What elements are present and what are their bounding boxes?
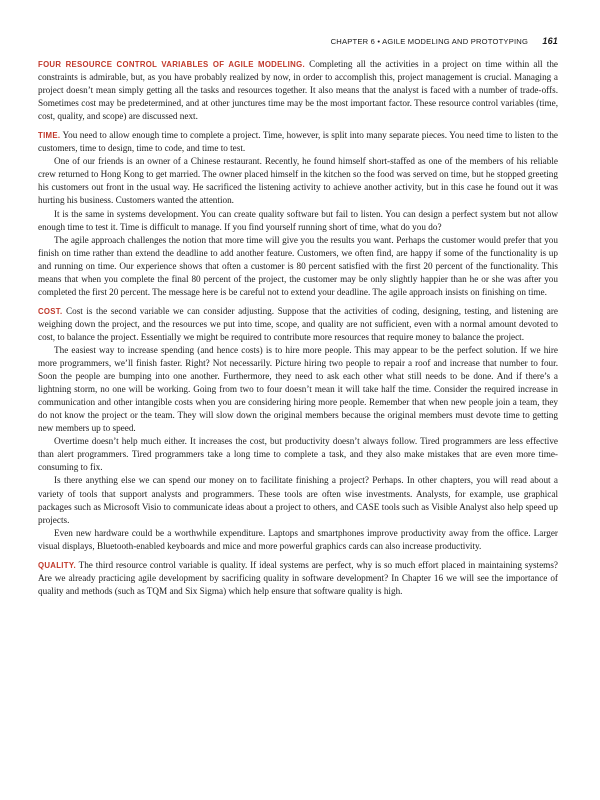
cost-text: Cost is the second variable we can consider adjusting. Suppose that the activities of coding, designing, testing, and listening are weighing down the project, and the resources we put into time, scope, and quality are not sufficient, even with a normal amount devoted to cost, to balance the project. Essentially we might be required to contribute more resources that require money to balance the project. bbox=[38, 305, 559, 342]
intro-paragraph bbox=[38, 58, 558, 123]
cost-p2: Overtime doesn’t help much either. It increases the cost, but productivity doesn’t always follow. Tired programmers are less effective than alert programmers. Tired programmers take a long time to complete a task, and they also make mistakes that are even more time-consuming to fix. bbox=[38, 436, 558, 473]
header-bullet: • bbox=[377, 37, 381, 46]
quality-heading: QUALITY. bbox=[38, 560, 76, 570]
cost-p3: Is there anything else we can spend our money on to facilitate finishing a project? Perhaps. In other chapters, you will read about a variety of tools that support analysts and programmers. These tools are often wise investments. Analysts, for example, use graphical packages such as Microsoft Visio to communicate ideas about a project to others, and CASE tools such as Visible Analyst also help speed up projects. bbox=[38, 475, 558, 525]
time-paragraph bbox=[38, 129, 558, 155]
intro-heading: FOUR RESOURCE CONTROL VARIABLES OF AGILE MODELING. bbox=[38, 60, 305, 69]
time-heading: TIME. bbox=[38, 131, 61, 141]
running-header bbox=[38, 36, 558, 46]
quality-paragraph bbox=[38, 559, 558, 598]
page-body bbox=[38, 58, 558, 598]
cost-paragraph bbox=[38, 305, 558, 344]
quality-text: The third resource control variable is quality. If ideal systems are perfect, why is so much effort placed in maintaining systems? Are we already practicing agile development by sacrificing quality in software development? In Chapter 16 we will see the importance of quality and methods (such as TQM and Six Sigma) which help ensure that software quality is high. bbox=[38, 559, 558, 596]
cost-p4: Even new hardware could be a worthwhile expenditure. Laptops and smartphones improve productivity away from the office. Larger visual displays, Bluetooth-enabled keyboards and mice and more powerful graphics cards can also increase productivity. bbox=[38, 527, 558, 551]
cost-p1: The easiest way to increase spending (and hence costs) is to hire more people. This may appear to be the perfect solution. If we hire more programmers, we’ll finish faster. Right? Not necessarily. Picture hiring two people to repair a roof and increase that number to four. Soon the people are bumping into one another. Furthermore, they need to ask each other what still needs to be done. And if there’s a lightning storm, no one will be working. Going from two to four doesn’t mean it will take half the time. Consider the required increase in communication and other intangible costs when you are considering hiring more people. Remember that when new people join a team, they do not know the project or the team. They will slow down the original members because the original members must devote time to getting new members up to speed. bbox=[38, 344, 558, 434]
time-text: You need to allow enough time to complete a project. Time, however, is split into many separate pieces. You need time to listen to the customers, time to design, time to code, and time to test. bbox=[38, 130, 558, 154]
intro-text: Completing all the activities in a project on time within all the constraints is admirable, but, as you have probably realized by now, in order to accomplish this, project management is crucial. Managing a project doesn’t mean simply getting all the tasks and resources together. It also means that the analyst is faced with a number of trade-offs. Sometimes cost may be predetermined, and at other junctures time may be the most important factor. These resource control variables (time, cost, quality, and scope) are discussed next. bbox=[38, 59, 558, 122]
cost-heading: COST. bbox=[38, 306, 63, 316]
chapter-label: CHAPTER 6 bbox=[330, 37, 376, 46]
time-p2: It is the same in systems development. You can create quality software but fail to listen. You can design a perfect system but not allow enough time to test it. Time is difficult to manage. If you find yourself running short of time, what do you do? bbox=[38, 208, 558, 232]
time-p1: One of our friends is an owner of a Chinese restaurant. Recently, he found himself short-staffed as one of the members of his reliable crew returned to Hong Kong to get married. The owner placed himself in the kitchen so the food was served on time, but he stopped greeting his customers out front in the usual way. He sacrificed the listening activity to achieve another activity, but in this case he found out it was hurting his business. Customers wanted the attention. bbox=[38, 156, 558, 206]
time-p3: The agile approach challenges the notion that more time will give you the results you want. Perhaps the customer would prefer that you finish on time rather than extend the deadline to add another feature. Customers, we often find, are happy if some of the functionality is up and running on time. Our experience shows that often a customer is 80 percent satisfied with the first 20 percent of the functionality. This means that when you complete the final 80 percent of the project, the customer may be only slightly happier than he or she was after you completed the first 20 percent. The message here is be careful not to extend your deadline. The agile approach insists on finishing on time. bbox=[38, 234, 558, 297]
page-number: 161 bbox=[542, 36, 558, 46]
chapter-title: AGILE MODELING AND PROTOTYPING bbox=[382, 37, 529, 46]
